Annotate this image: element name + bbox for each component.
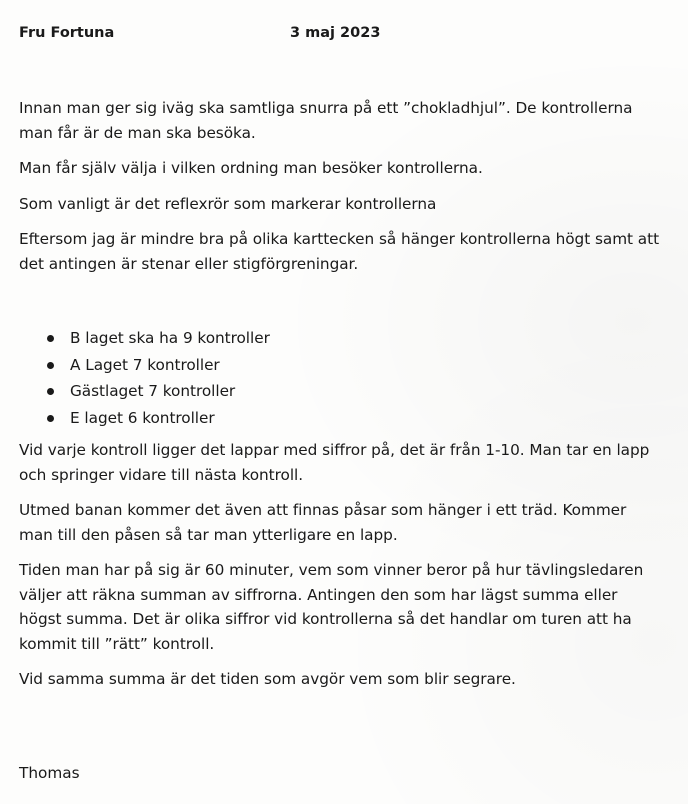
list-item xyxy=(47,325,664,352)
list-item xyxy=(47,352,664,379)
paragraph-chocolate-wheel: Innan man ger sig iväg ska samtliga snurra på ett ”chokladhjul”. De kontrollerna man får är de man ska besöka. xyxy=(19,99,633,142)
paragraph-order: Man får själv välja i vilken ordning man besöker kontrollerna. xyxy=(19,159,483,177)
bullet-icon xyxy=(47,362,54,369)
signature: Thomas xyxy=(19,764,80,782)
list-item-text: B laget ska ha 9 kontroller xyxy=(70,329,270,347)
paragraph-tiebreak: Vid samma summa är det tiden som avgör vem som blir segrare. xyxy=(19,670,516,688)
bullet-icon xyxy=(47,415,54,422)
paragraph-number-slips: Vid varje kontroll ligger det lappar med siffror på, det är från 1-10. Man tar en lapp och springer vidare till nästa kontroll. xyxy=(19,441,650,484)
list-item xyxy=(47,405,664,432)
author-heading: Fru Fortuna xyxy=(19,25,115,41)
bullet-icon xyxy=(47,335,54,342)
list-item-text: E laget 6 kontroller xyxy=(70,408,215,427)
list-item-text: A Laget 7 kontroller xyxy=(70,355,220,374)
spacer xyxy=(19,287,664,325)
paragraph-bags: Utmed banan kommer det även att finnas påsar som hänger i ett träd. Kommer man till den påsen så tar man ytterligare en lapp. xyxy=(19,501,627,544)
team-list xyxy=(19,325,664,431)
paragraph-reflex-tubes: Som vanligt är det reflexrör som markerar kontrollerna xyxy=(19,194,437,213)
list-item-text: Gästlaget 7 kontroller xyxy=(70,382,236,400)
bullet-icon xyxy=(47,388,54,395)
paragraph-map-symbols: Eftersom jag är mindre bra på olika karttecken så hänger kontrollerna högt samt att det antingen är stenar eller stigförgreningar. xyxy=(19,230,660,273)
list-item xyxy=(47,378,664,405)
date-heading: 3 maj 2023 xyxy=(290,25,381,41)
document-body xyxy=(19,96,664,703)
paragraph-time-scoring: Tiden man har på sig är 60 minuter, vem som vinner beror på hur tävlingsledaren väljer att räkna summan av siffrorna. Antingen den som har lägst summa eller högst summa. Det är olika siffror vid kontrollerna så det handlar om turen att ha kommit till ”rätt” kontroll. xyxy=(19,561,644,653)
